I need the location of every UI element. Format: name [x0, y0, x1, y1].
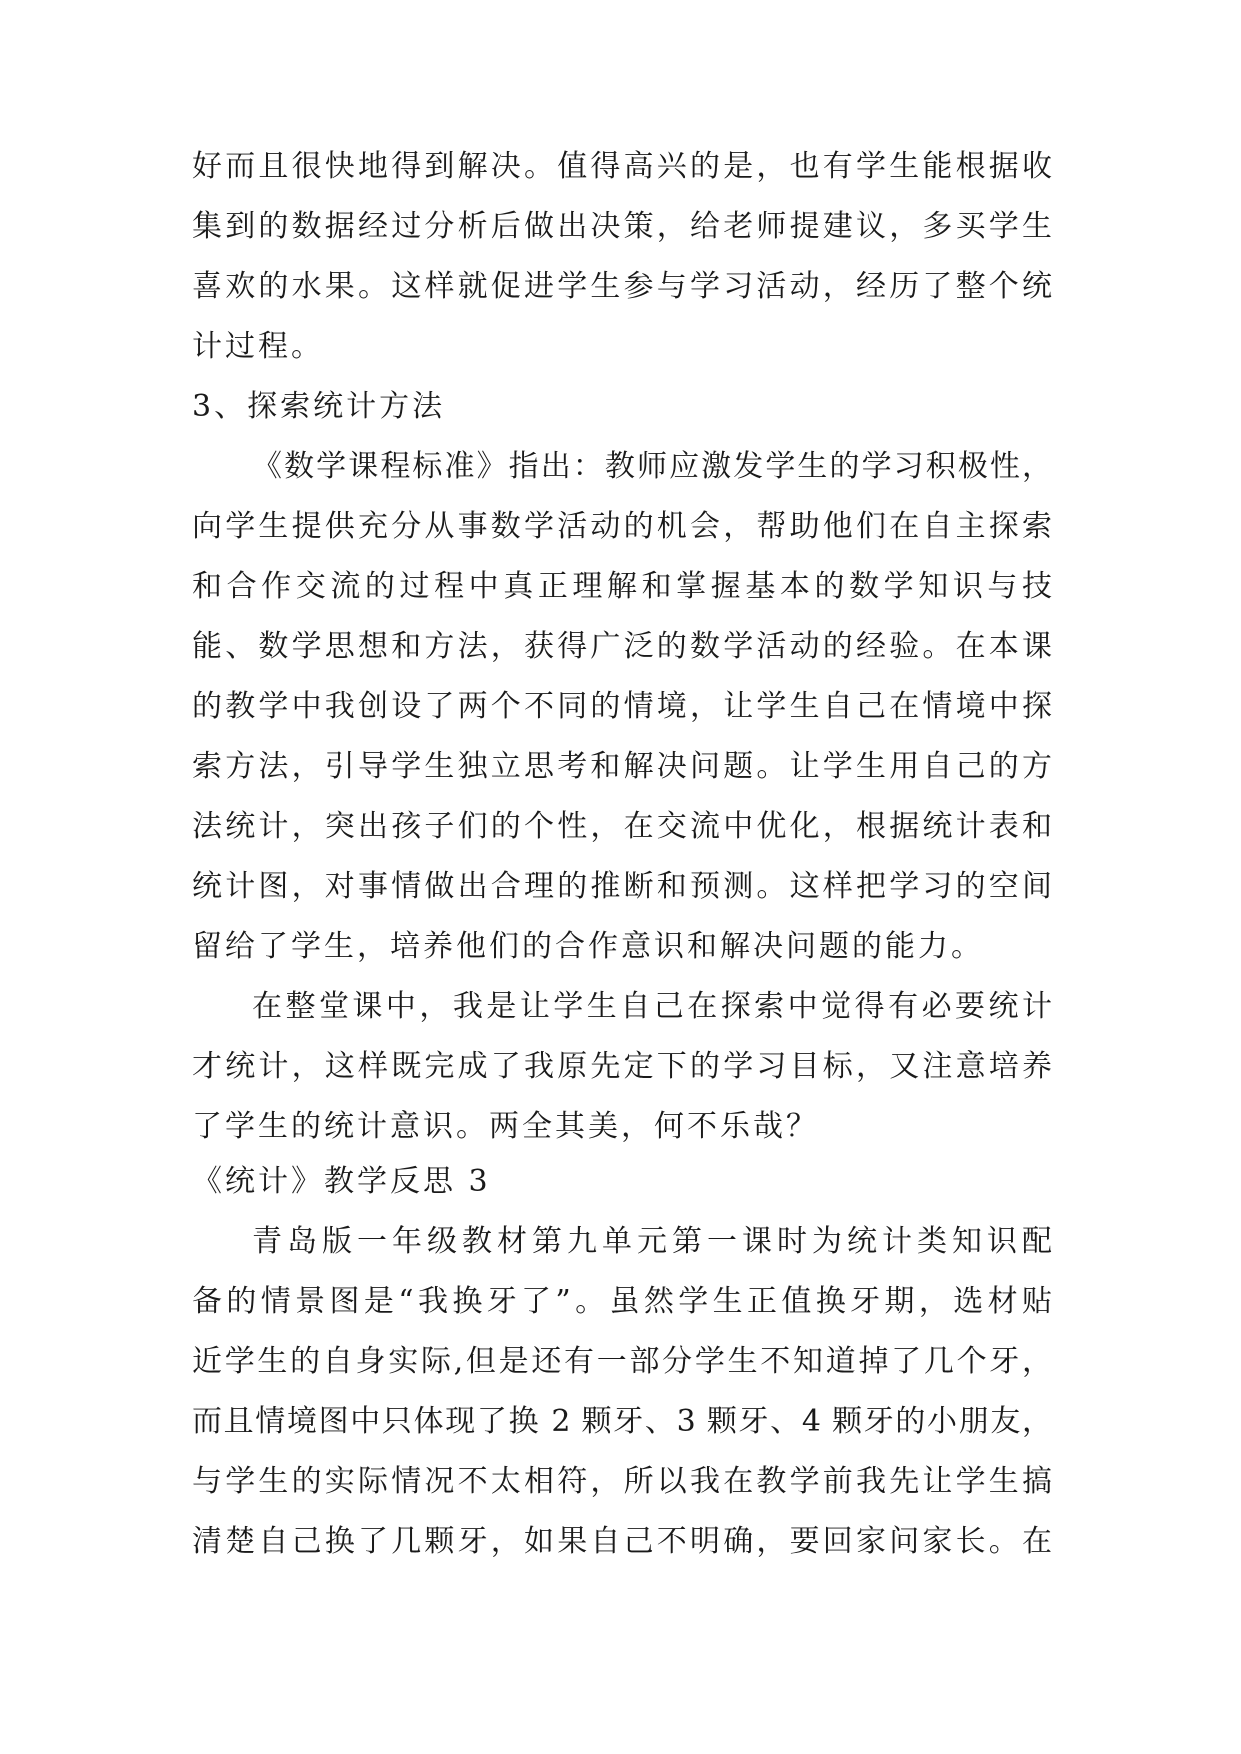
text-line-24: 清楚自己换了几颗牙，如果自己不明确，要回家问家长。在 [192, 1524, 1052, 1559]
text-line-6: 《数学课程标准》指出：教师应激发学生的学习积极性， [252, 449, 1052, 484]
text-line-3: 喜欢的水果。这样就促进学生参与学习活动，经历了整个统 [192, 269, 1052, 304]
text-line-13: 统计图，对事情做出合理的推断和预测。这样把学习的空间 [192, 869, 1052, 904]
text-line-1: 好而且很快地得到解决。值得高兴的是，也有学生能根据收 [192, 149, 1052, 184]
section-heading: 3、探索统计方法 [192, 389, 446, 424]
text-line-4: 计过程。 [192, 329, 324, 364]
text-line-15: 在整堂课中，我是让学生自己在探索中觉得有必要统计 [252, 989, 1052, 1024]
text-line-7: 向学生提供充分从事数学活动的机会，帮助他们在自主探索 [192, 509, 1052, 544]
text-line-19: 青岛版一年级教材第九单元第一课时为统计类知识配 [252, 1224, 1052, 1259]
text-line-2: 集到的数据经过分析后做出决策，给老师提建议，多买学生 [192, 209, 1052, 244]
text-line-11: 索方法，引导学生独立思考和解决问题。让学生用自己的方 [192, 749, 1052, 784]
text-line-20: 备的情景图是“我换牙了”。虽然学生正值换牙期，选材贴 [192, 1284, 1052, 1319]
text-line-14: 留给了学生，培养他们的合作意识和解决问题的能力。 [192, 929, 984, 964]
text-line-16: 才统计，这样既完成了我原先定下的学习目标，又注意培养 [192, 1049, 1052, 1084]
text-line-22: 而且情境图中只体现了换 2 颗牙、3 颗牙、4 颗牙的小朋友， [192, 1404, 1052, 1439]
text-line-8: 和合作交流的过程中真正理解和掌握基本的数学知识与技 [192, 569, 1052, 604]
text-line-17: 了学生的统计意识。两全其美，何不乐哉？ [192, 1109, 819, 1144]
text-line-9: 能、数学思想和方法，获得广泛的数学活动的经验。在本课 [192, 629, 1052, 664]
text-line-10: 的教学中我创设了两个不同的情境，让学生自己在情境中探 [192, 689, 1052, 724]
text-line-12: 法统计，突出孩子们的个性，在交流中优化，根据统计表和 [192, 809, 1052, 844]
section-title: 《统计》教学反思 3 [192, 1164, 491, 1199]
text-line-21: 近学生的自身实际,但是还有一部分学生不知道掉了几个牙， [192, 1344, 1052, 1379]
text-line-23: 与学生的实际情况不太相符，所以我在教学前我先让学生搞 [192, 1464, 1052, 1499]
